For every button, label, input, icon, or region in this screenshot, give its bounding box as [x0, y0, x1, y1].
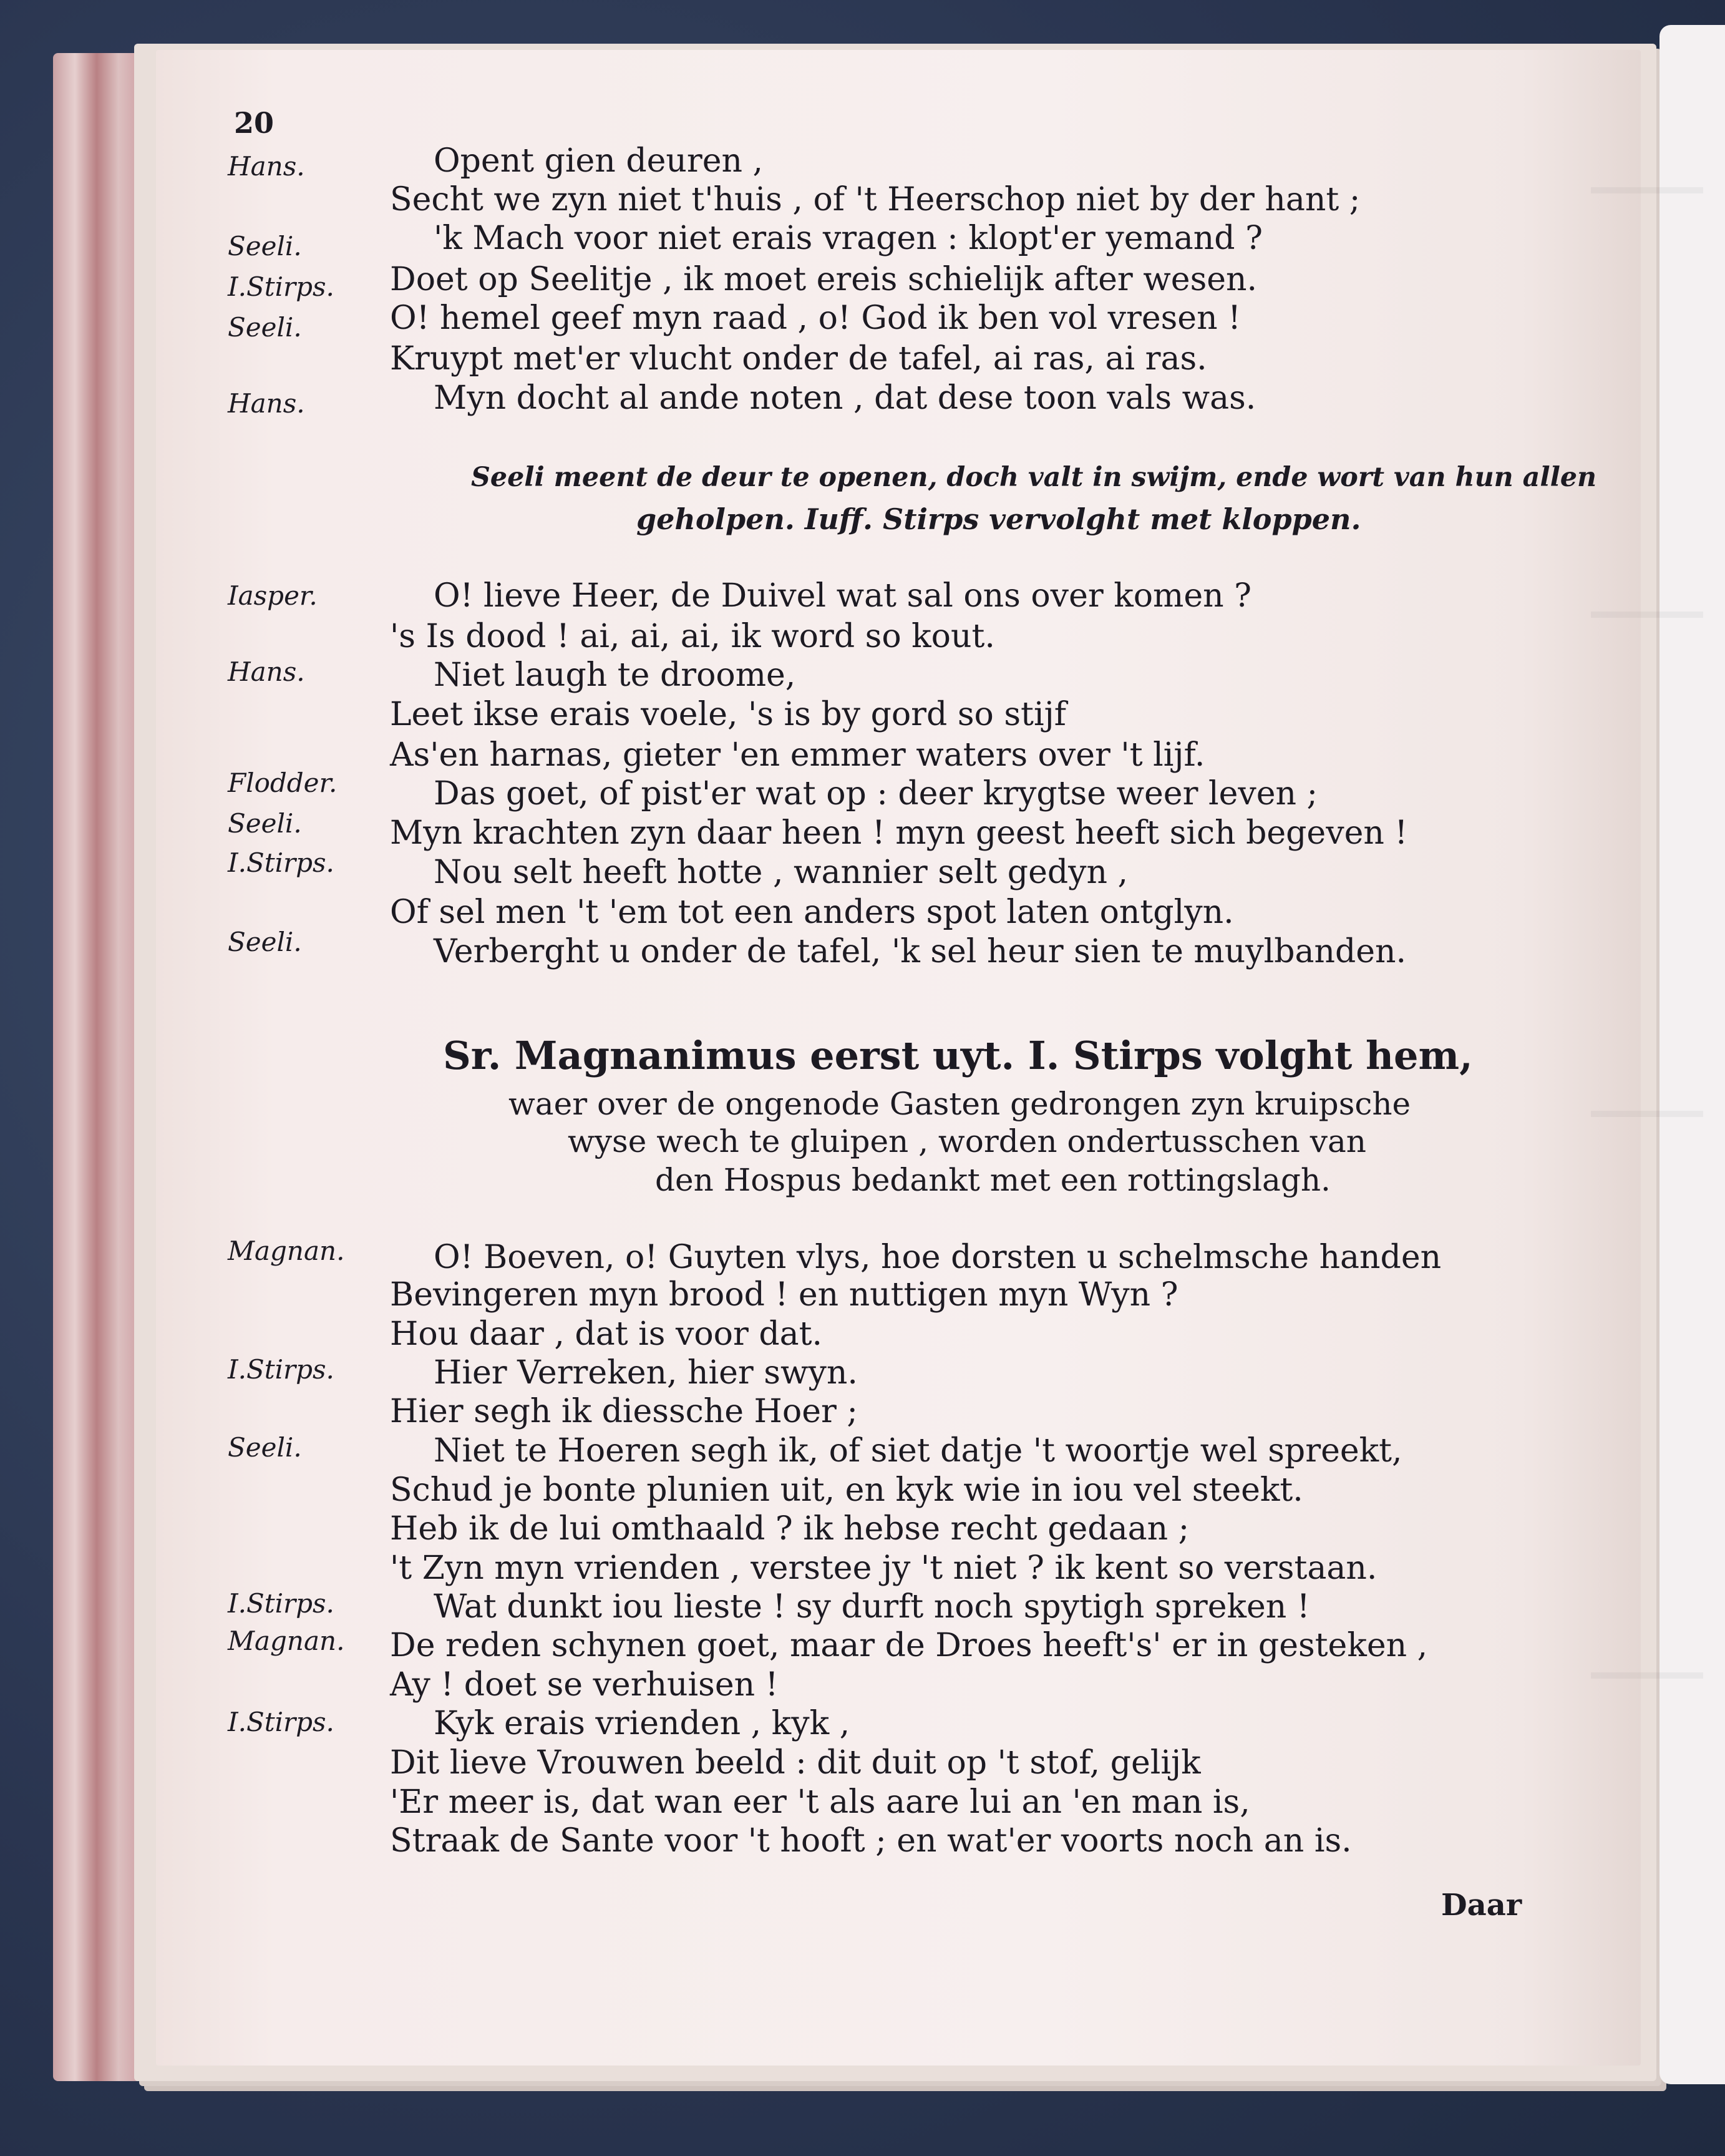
stage-direction-line: Seeli meent de deur te openen, doch valt in swijm, ende wort van hun allen [471, 462, 1597, 493]
verse-line: Das goet, of pist'er wat op : deer krygtse weer leven ; [434, 775, 1318, 812]
verse-line: Verberght u onder de tafel, 'k sel heur sien te muylbanden. [434, 933, 1407, 970]
verse-line: 't Zyn myn vrienden , verstee jy 't niet ? ik kent so verstaan. [390, 1549, 1378, 1587]
speaker-label: Seeli. [228, 927, 302, 957]
verse-line: 'Er meer is, dat wan eer 't als aare lui an 'en man is, [390, 1783, 1250, 1821]
verse-line: Niet te Hoeren segh ik, of siet datje 't woortje wel spreekt, [434, 1432, 1402, 1470]
verse-line: Myn docht al ande noten , dat dese toon vals was. [434, 379, 1256, 417]
verse-line: Leet ikse erais voele, 's is by gord so stijf [390, 696, 1066, 733]
verse-line: Heb ik de lui omthaald ? ik hebse recht gedaan ; [390, 1510, 1190, 1548]
verse-line: O! lieve Heer, de Duivel wat sal ons over komen ? [434, 577, 1252, 615]
verse-line: Schud je bonte plunien uit, en kyk wie in iou vel steekt. [390, 1471, 1303, 1509]
speaker-label: Seeli. [228, 1432, 302, 1463]
verse-line: Secht we zyn niet t'huis , of 't Heerschop niet by der hant ; [390, 181, 1361, 218]
verse-line: Doet op Seelitje , ik moet ereis schielijk after wesen. [390, 261, 1258, 298]
verse-line: Wat dunkt iou lieste ! sy durft noch spytigh spreken ! [434, 1588, 1310, 1626]
verse-line: De reden schynen goet, maar de Droes heeft's' er in gesteken , [390, 1627, 1428, 1664]
speaker-label: I.Stirps. [228, 1707, 334, 1737]
speaker-label: Seeli. [228, 808, 302, 839]
verse-line: As'en harnas, gieter 'en emmer waters over 't lijf. [390, 736, 1205, 774]
speaker-label: Hans. [228, 388, 305, 419]
page-number: 20 [234, 106, 275, 140]
stage-direction-line: wyse wech te gluipen , worden ondertusschen van [568, 1123, 1366, 1159]
verse-line: Niet laugh te droome, [434, 656, 796, 694]
stage-direction-line: den Hospus bedankt met een rottingslagh. [655, 1162, 1331, 1198]
speaker-label: Magnan. [228, 1236, 345, 1266]
stage-direction-heading: Sr. Magnanimus eerst uyt. I. Stirps volght hem, [443, 1033, 1473, 1078]
verse-line: Opent gien deuren , [434, 142, 764, 180]
speaker-label: Seeli. [228, 231, 302, 261]
verse-line: Bevingeren myn brood ! en nuttigen myn Wyn ? [390, 1276, 1178, 1314]
verse-line: Myn krachten zyn daar heen ! myn geest heeft sich begeven ! [390, 814, 1408, 852]
verse-line: 'k Mach voor niet erais vragen : klopt'er yemand ? [434, 220, 1263, 257]
speaker-label: Magnan. [228, 1626, 345, 1656]
speaker-label: Iasper. [228, 580, 318, 611]
speaker-label: Hans. [228, 656, 305, 687]
verse-line: Hier segh ik diessche Hoer ; [390, 1393, 858, 1430]
verse-line: Ay ! doet se verhuisen ! [390, 1666, 779, 1704]
verse-line: Dit lieve Vrouwen beeld : dit duit op 't stof, gelijk [390, 1744, 1201, 1782]
verse-line: Of sel men 't 'em tot een anders spot laten ontglyn. [390, 894, 1234, 931]
verse-line: Kruypt met'er vlucht onder de tafel, ai ras, ai ras. [390, 340, 1207, 378]
speaker-label: Seeli. [228, 312, 302, 343]
catchword: Daar [1441, 1888, 1522, 1923]
verse-line: Hou daar , dat is voor dat. [390, 1315, 823, 1353]
speaker-label: I.Stirps. [228, 1354, 334, 1385]
verse-line: O! hemel geef myn raad , o! God ik ben vol vresen ! [390, 300, 1241, 337]
facing-page-edge [1659, 25, 1725, 2084]
verse-line: 's Is dood ! ai, ai, ai, ik word so kout. [390, 618, 995, 655]
verse-line: Hier Verreken, hier swyn. [434, 1354, 858, 1392]
speaker-label: I.Stirps. [228, 1588, 334, 1619]
verse-line: Kyk erais vrienden , kyk , [434, 1705, 850, 1742]
verse-line: Straak de Sante voor 't hooft ; en wat'er voorts noch an is. [390, 1822, 1352, 1860]
speaker-label: Hans. [228, 151, 305, 182]
speaker-label: Flodder. [228, 768, 338, 798]
verse-line: O! Boeven, o! Guyten vlys, hoe dorsten u schelmsche handen [434, 1239, 1442, 1276]
speaker-label: I.Stirps. [228, 847, 334, 878]
speaker-label: I.Stirps. [228, 271, 334, 302]
stage-direction-line: waer over de ongenode Gasten gedrongen zyn kruipsche [508, 1086, 1411, 1122]
stage-direction-line: geholpen. Iuff. Stirps vervolght met kloppen. [636, 502, 1361, 536]
verse-line: Nou selt heeft hotte , wannier selt gedyn , [434, 854, 1129, 891]
